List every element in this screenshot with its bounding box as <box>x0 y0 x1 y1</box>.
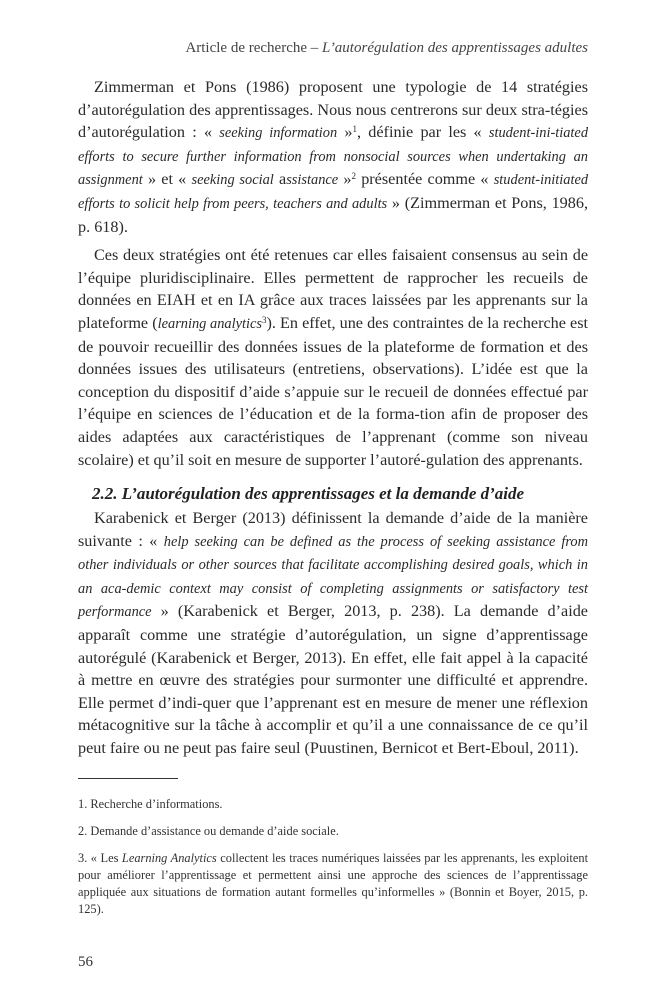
footnote-ref-3[interactable]: 3 <box>261 314 267 325</box>
header-title: L’autorégulation des apprentissages adultes <box>322 40 588 56</box>
para1-text: » <box>337 123 353 142</box>
para1-text: a <box>273 170 287 189</box>
page-number: 56 <box>78 954 93 970</box>
section-heading: 2.2. L’autorégulation des apprentissages et la demande d’aide <box>92 484 525 504</box>
para1-text: présentée comme « <box>355 170 494 189</box>
footnote-3-text: collectent les traces numériques laissées par les apprenants, les exploitent pour améliorer l’apprentissage et permettent ainsi une approche des sciences de l’apprentissage appliquée aux situations de formation autant formelles qu’informelles » (Bonnin et Boyer, 2015, p. 125). <box>78 851 589 916</box>
para1-italic: seeking information <box>219 125 338 142</box>
para1-text: Zimmerman et Pons (1986) proposent une typologie de 14 stratégies d’autorégulation des apprentissages. Nous nous centrerons sur deux stra-tégies d’autorégulation : « <box>78 78 588 142</box>
footnote-divider <box>78 778 178 779</box>
footnote-3-italic: Learning Analytics <box>121 851 217 865</box>
footnote-ref-2[interactable]: 2 <box>351 171 356 182</box>
para2-italic: learning analytics <box>157 315 262 332</box>
para3-text: » (Karabenick et Berger, 2013, p. 238). La demande d’aide apparaît comme une stratégie d’autorégulation, un signe d’apprentissage autorégulé (Karabenick et Berger, 2013). En effet, elle fait appel à la capacité à mettre en œuvre des stratégies pour surmonter une difficulté et apprendre. Elle permet d’indi-quer que l’apprenant est en mesure de mener une réflexion métacognitive sur la tâche à accomplir et qu’il a une connaissance de ce qu’il peut faire ou ne peut pas faire seul (Puustinen, Bernicot et Bert-Eboul, 2011). <box>78 602 588 758</box>
footnote-2: 2. Demande d’assistance ou demande d’aide sociale. <box>78 824 339 838</box>
running-header <box>185 40 588 57</box>
paragraph-1 <box>78 76 588 238</box>
para2-text: Ces deux stratégies ont été retenues car elles faisaient consensus au sein de l’équipe pluridisciplinaire. Elles permettent de rapprocher les recueils de données en EIAH et en IA grâce aux traces laissées par les apprenants sur la plateforme ( <box>78 246 588 332</box>
footnote-3-text: 3. « Les <box>78 851 122 865</box>
para1-text: , définie par les « <box>357 123 489 142</box>
para1-italic: ssistance <box>286 172 339 189</box>
footnote-ref-1[interactable]: 1 <box>352 124 357 135</box>
para1-text: » et « <box>142 170 192 189</box>
body-text <box>78 76 588 760</box>
paragraph-3 <box>78 507 588 760</box>
para3-italic: help seeking can be defined as the process of seeking assistance from other individuals or other sources that facilitate accomplishing desired goals, which in an aca-demic context may consist of completing assignments or satisfactory test performance <box>78 533 588 621</box>
para2-text: ). En effet, une des contraintes de la recherche est de pouvoir recueillir des données issues de la plateforme de formation et des données issues des utilisateurs (entretiens, observations). L’idée est que la conception du dispositif d’aide s’appuie sur le recueil de données effectué par l’équipe en sciences de l’éducation et de la forma-tion afin de proposer des aides adaptées aux caractéristiques de l’apprenant (comme son niveau scolaire) et qu’il soit en mesure de supporter l’autoré-gulation des apprenants. <box>78 313 589 469</box>
paragraph-2 <box>78 244 588 471</box>
para1-text: » <box>338 170 352 189</box>
header-prefix: Article de recherche – <box>185 40 323 56</box>
footnote-1: 1. Recherche d’informations. <box>78 797 223 811</box>
para1-italic: seeking social <box>191 172 274 189</box>
para1-italic: student-initiated efforts to solicit help from peers, teachers and adults <box>78 172 589 212</box>
para1-text: » (Zimmerman et Pons, 1986, p. 618). <box>78 193 588 236</box>
footnote-3 <box>78 850 588 918</box>
para3-text: Karabenick et Berger (2013) définissent la demande d’aide de la manière suivante : « <box>78 509 588 550</box>
para1-italic: student-ini-tiated efforts to secure further information from nonsocial sources when undertaking an assignment <box>78 125 589 189</box>
footnotes <box>78 796 588 928</box>
